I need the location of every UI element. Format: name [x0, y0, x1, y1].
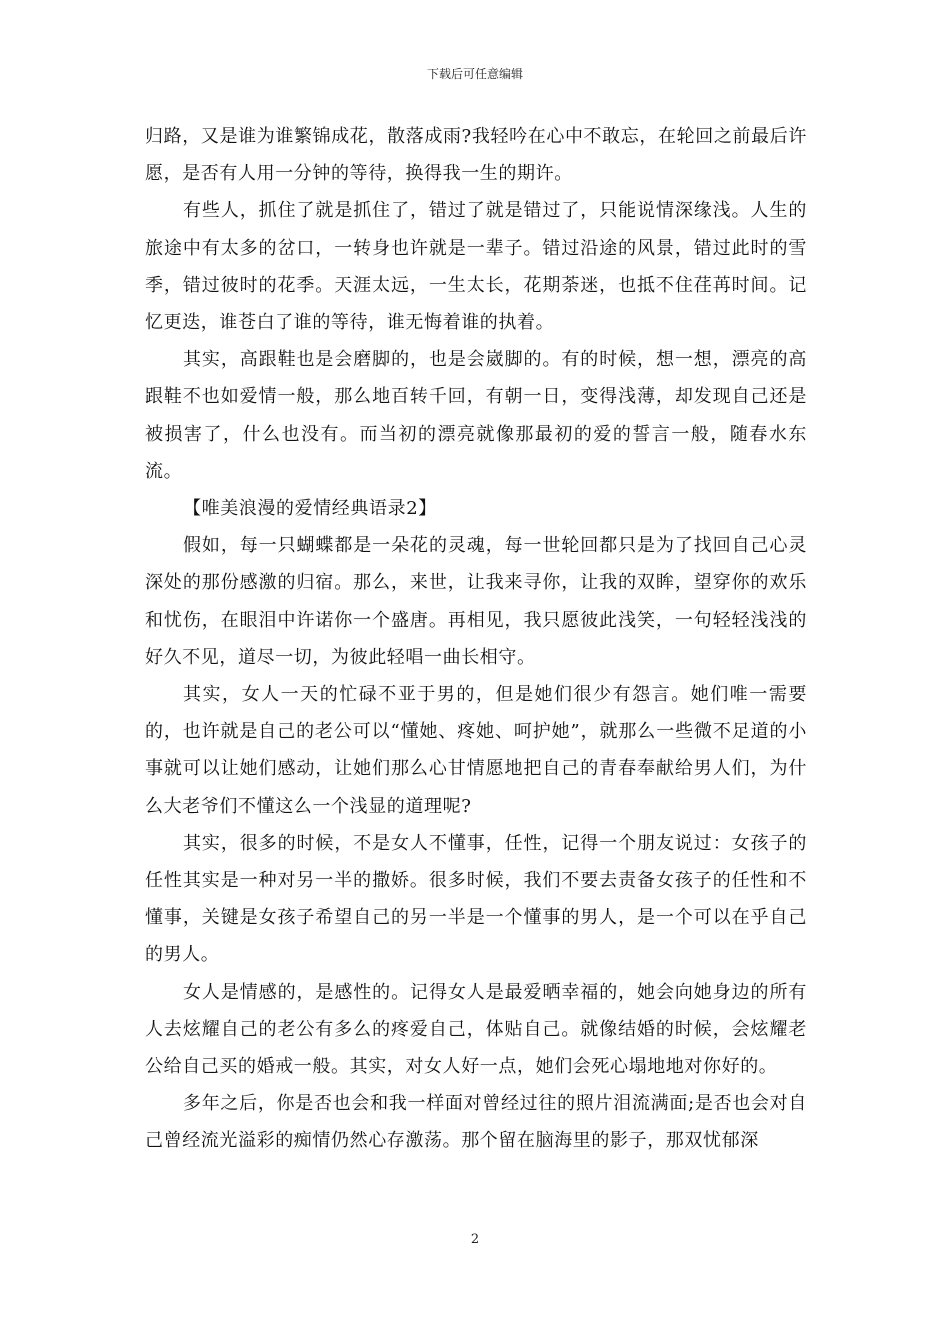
paragraph: 女人是情感的，是感性的。记得女人是最爱晒幸福的，她会向她身边的所有人去炫耀自己的老公有多么的疼爱自己，体贴自己。就像结婚的时候，会炫耀老公给自己买的婚戒一般。其实，对女人好一点，她们会死心塌地地对你好的。	[145, 981, 807, 1078]
paragraph: 有些人，抓住了就是抓住了，错过了就是错过了，只能说情深缘浅。人生的旅途中有太多的岔口，一转身也许就是一辈子。错过沿途的风景，错过此时的雪季，错过彼时的花季。天涯太远，一生太长，花期荼迷，也抵不住荏苒时间。记忆更迭，谁苍白了谁的等待，谁无悔着谁的执着。	[145, 200, 807, 334]
section-heading: 【唯美浪漫的爱情经典语录2】	[183, 498, 437, 520]
paragraph: 其实，女人一天的忙碌不亚于男的，但是她们很少有怨言。她们唯一需要的，也许就是自己的老公可以“懂她、疼她、呵护她”，就那么一些微不足道的小事就可以让她们感动，让她们那么心甘情愿地把自己的青春奉献给男人们，为什么大老爷们不懂这么一个浅显的道理呢?	[145, 684, 807, 817]
paragraph: 其实，很多的时候，不是女人不懂事，任性，记得一个朋友说过：女孩子的任性其实是一种对另一半的撒娇。很多时候，我们不要去责备女孩子的任性和不懂事，关键是女孩子希望自己的另一半是一个懂事的男人，是一个可以在乎自己的男人。	[145, 832, 807, 966]
paragraph: 其实，高跟鞋也是会磨脚的，也是会崴脚的。有的时候，想一想，漂亮的高跟鞋不也如爱情一般，那么地百转千回，有朝一日，变得浅薄，却发现自己还是被损害了，什么也没有。而当初的漂亮就像那最初的爱的誓言一般，随春水东流。	[145, 349, 807, 482]
page-header: 下载后可任意编辑	[426, 67, 523, 81]
paragraph-continuation: 归路，又是谁为谁繁锦成花，散落成雨?我轻吟在心中不敢忘，在轮回之前最后许愿，是否有人用一分钟的等待，换得我一生的期许。	[145, 126, 807, 185]
paragraph: 多年之后，你是否也会和我一样面对曾经过往的照片泪流满面;是否也会对自己曾经流光溢彩的痴情仍然心存激荡。那个留在脑海里的影子，那双忧郁深	[145, 1093, 807, 1152]
document-body	[145, 118, 807, 1160]
paragraph: 假如，每一只蝴蝶都是一朵花的灵魂，每一世轮回都只是为了找回自己心灵深处的那份感激的归宿。那么，来世，让我来寻你，让我的双眸，望穿你的欢乐和忧伤，在眼泪中许诺你一个盛唐。再相见，我只愿彼此浅笑，一句轻轻浅浅的好久不见，道尽一切，为彼此轻唱一曲长相守。	[145, 535, 807, 668]
page-number: 2	[470, 1232, 480, 1247]
